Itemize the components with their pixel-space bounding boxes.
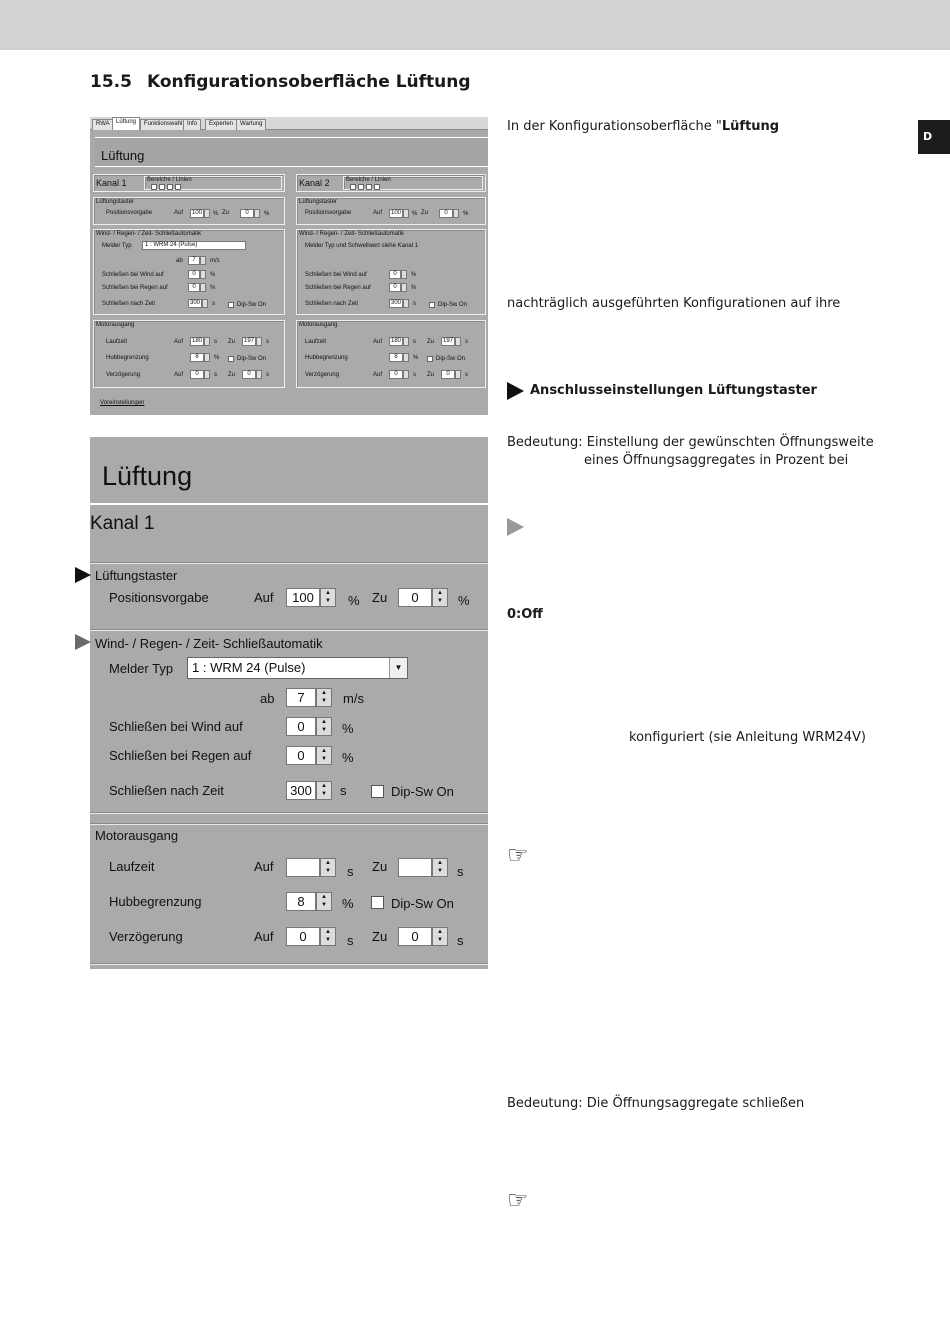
subheading: Anschlusseinstellungen Lüftungstaster: [530, 383, 817, 398]
hub-label: Hubbegrenzung: [106, 355, 149, 361]
pointer-marker-icon: [75, 634, 91, 650]
hub-label: Hubbegrenzung: [305, 355, 348, 361]
lueftungstaster-label: Lüftungstaster: [95, 568, 178, 583]
verz-zu-spinner[interactable]: [256, 370, 262, 379]
regen-input[interactable]: 0: [389, 283, 401, 292]
melder-typ-value: 1 : WRM 24 (Pulse): [192, 660, 306, 675]
zu-label: Zu: [372, 929, 388, 944]
zeit-label: Schließen nach Zeit: [102, 301, 156, 307]
laufzeit-zu-input[interactable]: [398, 858, 432, 877]
ab-input[interactable]: 7: [286, 688, 316, 707]
position-auf-input[interactable]: 100: [286, 588, 320, 607]
seconds-label: s: [214, 372, 217, 378]
bedeutung-text-cont: eines Öffnungsaggregates in Prozent bei: [584, 453, 849, 468]
zu-label: Zu: [421, 210, 429, 216]
laufzeit-zu-spinner[interactable]: [455, 337, 461, 346]
percent-label: %: [210, 285, 216, 291]
ab-spinner[interactable]: [200, 256, 206, 265]
position-auf-spinner[interactable]: [403, 209, 409, 218]
melder-typ-label: Melder Typ: [109, 661, 174, 676]
hub-spinner[interactable]: [403, 353, 409, 362]
percent-label: %: [348, 593, 360, 608]
percent-label: %: [342, 750, 354, 765]
wind-label: Schließen bei Wind auf: [109, 719, 243, 734]
verz-label: Verzögerung: [305, 372, 340, 378]
positionsvorgabe-label: Positionsvorgabe: [305, 210, 352, 216]
dip-sw-label: Dip-Sw On: [391, 896, 454, 911]
verz-zu-input[interactable]: 0: [398, 927, 432, 946]
ab-label: ab: [260, 691, 275, 706]
motor-label: Motorausgang: [299, 322, 338, 328]
position-auf-spinner[interactable]: ▲ ▼: [320, 588, 336, 607]
hub-input[interactable]: 8: [190, 353, 204, 362]
bereich-checkbox[interactable]: [159, 184, 165, 190]
verz-auf-input[interactable]: 0: [286, 927, 320, 946]
motorausgang-group: [296, 320, 486, 388]
auf-label: Auf: [373, 210, 383, 216]
laufzeit-auf-spinner[interactable]: [403, 337, 409, 346]
motorausgang-group: [93, 320, 285, 388]
verz-label: Verzögerung: [106, 372, 141, 378]
divider: [90, 562, 488, 564]
kanal1-header: [93, 174, 285, 192]
bedeutung-text-2: Bedeutung: Die Öffnungsaggregate schließen: [507, 1096, 805, 1111]
divider: [90, 823, 488, 825]
lueftungstaster-label: Lüftungstaster: [299, 199, 338, 205]
percent-label: %: [264, 211, 270, 217]
regen-label: Schließen bei Regen auf: [102, 285, 168, 291]
verz-auf-input[interactable]: 0: [190, 370, 204, 379]
verz-label: Verzögerung: [109, 929, 183, 944]
dip-sw-label: Dip-Sw On: [438, 302, 468, 308]
wind-label: Schließen bei Wind auf: [102, 272, 164, 278]
kanal1-label: Kanal 1: [96, 178, 127, 188]
melder-hint: Melder Typ und Schwellwert siehe Kanal 1: [305, 243, 418, 249]
seconds-label: s: [413, 301, 416, 307]
triangle-bullet-icon: [507, 518, 524, 536]
triangle-bullet-icon: [507, 382, 524, 400]
auf-label: Auf: [174, 339, 184, 345]
ms-label: m/s: [343, 691, 364, 706]
percent-label: %: [213, 211, 219, 217]
divider: [90, 629, 488, 631]
dip-sw-checkbox[interactable]: [427, 356, 433, 362]
wind-input[interactable]: 0: [188, 270, 200, 279]
intro-prefix: In der Konfigurationsoberfläche ": [507, 119, 722, 134]
verz-zu-input[interactable]: 0: [441, 370, 455, 379]
percent-label: %: [458, 593, 470, 608]
verz-zu-input[interactable]: 0: [242, 370, 256, 379]
seconds-label: s: [212, 301, 215, 307]
page-title: Lüftung: [95, 137, 488, 167]
position-auf-spinner[interactable]: [204, 209, 210, 218]
hub-input[interactable]: 8: [286, 892, 316, 911]
laufzeit-auf-input[interactable]: [286, 858, 320, 877]
verz-auf-input[interactable]: 0: [389, 370, 403, 379]
section-title: [90, 72, 471, 92]
kanal-label: Kanal 1: [90, 513, 155, 534]
bereich-checkbox[interactable]: [374, 184, 380, 190]
percent-label: %: [342, 896, 354, 911]
wind-group-label: Wind- / Regen- / Zeit- Schließautomatik: [299, 231, 405, 237]
tab-info[interactable]: Info: [183, 119, 201, 130]
dip-sw-label: Dip-Sw On: [237, 302, 267, 308]
regen-label: Schließen bei Regen auf: [305, 285, 371, 291]
auf-label: Auf: [373, 339, 383, 345]
bereich-checkbox[interactable]: [358, 184, 364, 190]
bereiche-label: Bereiche / Linien: [346, 177, 391, 183]
voreinstellungen-link[interactable]: Voreinstellungen: [100, 400, 145, 406]
regen-spinner[interactable]: [200, 283, 206, 292]
position-zu-spinner[interactable]: ▲ ▼: [432, 588, 448, 607]
zu-label: Zu: [372, 590, 388, 605]
laufzeit-label: Laufzeit: [106, 339, 128, 345]
bereiche-box: [144, 176, 282, 190]
seconds-label: s: [214, 339, 217, 345]
laufzeit-zu-spinner[interactable]: ▲ ▼: [432, 858, 448, 877]
wind-group-label: Wind- / Regen- / Zeit- Schließautomatik: [95, 636, 323, 651]
hub-input[interactable]: 8: [389, 353, 403, 362]
zeit-label: Schließen nach Zeit: [305, 301, 359, 307]
zeit-input[interactable]: 300: [189, 300, 200, 306]
section-number: 15.5: [90, 72, 132, 92]
motor-label: Motorausgang: [96, 322, 135, 328]
hub-spinner[interactable]: ▲ ▼: [316, 892, 332, 911]
seconds-label: s: [465, 372, 468, 378]
bedeutung-text: Bedeutung: Einstellung der gewünschten Öffnungsweite: [507, 435, 874, 450]
tab-lueftung[interactable]: Lüftung: [112, 117, 140, 130]
laufzeit-auf-spinner[interactable]: ▲ ▼: [320, 858, 336, 877]
wind-label: Schließen bei Wind auf: [305, 272, 367, 278]
regen-label: Schließen bei Regen auf: [109, 748, 252, 763]
dip-sw-checkbox[interactable]: [228, 356, 234, 362]
tab-experten[interactable]: Experten: [205, 119, 237, 130]
wind-spinner[interactable]: [200, 270, 206, 279]
wind-spinner[interactable]: ▲ ▼: [316, 717, 332, 736]
auf-label: Auf: [174, 210, 184, 216]
percent-label: %: [411, 285, 417, 291]
regen-input[interactable]: 0: [188, 283, 200, 292]
kanal2-header: [296, 174, 486, 192]
laufzeit-zu-input[interactable]: 197: [243, 338, 254, 344]
pointing-hand-icon: ☞: [507, 1186, 529, 1214]
percent-label: %: [413, 355, 419, 361]
language-tab: D: [918, 120, 950, 154]
tab-wartung[interactable]: Wartung: [236, 119, 266, 130]
dip-sw-label: Dip-Sw On: [391, 784, 454, 799]
seconds-label: s: [347, 933, 354, 948]
konfiguriert-text: konfiguriert (sie Anleitung WRM24V): [629, 730, 866, 745]
divider: [90, 963, 488, 965]
bereich-checkbox[interactable]: [167, 184, 173, 190]
zu-label: Zu: [228, 339, 236, 345]
ab-input[interactable]: 7: [188, 256, 200, 265]
motor-label: Motorausgang: [95, 828, 179, 843]
bereich-checkbox[interactable]: [350, 184, 356, 190]
zeit-spinner[interactable]: [403, 299, 409, 308]
position-auf-input[interactable]: 100: [390, 210, 401, 216]
seconds-label: s: [457, 933, 464, 948]
auf-label: Auf: [174, 372, 184, 378]
zeit-input[interactable]: 300: [390, 300, 401, 306]
pointing-hand-icon: ☞: [507, 841, 529, 869]
percent-label: %: [463, 211, 469, 217]
regen-spinner[interactable]: [401, 283, 407, 292]
position-zu-spinner[interactable]: [254, 209, 260, 218]
percent-label: %: [342, 721, 354, 736]
zeit-input[interactable]: 300: [286, 781, 316, 800]
laufzeit-zu-input[interactable]: 197: [442, 338, 453, 344]
kanal2-label: Kanal 2: [299, 178, 330, 188]
hub-label: Hubbegrenzung: [109, 894, 202, 909]
dip-sw-checkbox[interactable]: [371, 896, 384, 909]
ab-label: ab: [176, 258, 183, 264]
seconds-label: s: [340, 783, 347, 798]
laufzeit-auf-spinner[interactable]: [204, 337, 210, 346]
laufzeit-zu-spinner[interactable]: [256, 337, 262, 346]
bereiche-box: [343, 176, 483, 190]
chevron-down-icon[interactable]: ▼: [389, 658, 407, 678]
large-config-screenshot: [90, 437, 488, 969]
seconds-label: s: [413, 372, 416, 378]
dip-sw-checkbox[interactable]: [228, 302, 234, 308]
tab-funktionswahl[interactable]: Funktionswahl: [140, 119, 186, 130]
laufzeit-label: Laufzeit: [305, 339, 327, 345]
auf-label: Auf: [254, 590, 274, 605]
pointer-marker-icon: [75, 567, 91, 583]
laufzeit-auf-input[interactable]: 180: [390, 338, 401, 344]
regen-input[interactable]: 0: [286, 746, 316, 765]
positionsvorgabe-label: Positionsvorgabe: [106, 210, 153, 216]
section-heading: Konfigurationsoberfläche Lüftung: [147, 72, 471, 92]
lueftungstaster-label: Lüftungstaster: [96, 199, 135, 205]
off-label: 0:Off: [507, 607, 543, 622]
melder-typ-label: Melder Typ: [102, 243, 132, 249]
intro-bold: Lüftung: [721, 119, 780, 134]
positionsvorgabe-label: Positionsvorgabe: [109, 590, 209, 605]
seconds-label: s: [266, 339, 269, 345]
lueftungstaster-group: [296, 197, 486, 225]
dip-sw-checkbox[interactable]: [429, 302, 435, 308]
intro-text: [507, 119, 779, 134]
zu-label: Zu: [222, 210, 230, 216]
bereiche-label: Bereiche / Linien: [147, 177, 192, 183]
wind-regen-zeit-group: [296, 229, 486, 315]
tab-bar: [90, 117, 488, 130]
divider: [90, 812, 488, 814]
seconds-label: s: [465, 339, 468, 345]
melder-typ-select[interactable]: 1 : WRM 24 (Pulse): [142, 241, 246, 250]
lueftungstaster-group: [93, 197, 285, 225]
ab-spinner[interactable]: ▲ ▼: [316, 688, 332, 707]
auf-label: Auf: [373, 372, 383, 378]
auf-label: Auf: [254, 859, 274, 874]
bereich-checkbox[interactable]: [175, 184, 181, 190]
dip-sw-label: Dip-Sw On: [237, 356, 267, 362]
wind-group-label: Wind- / Regen- / Zeit- Schließautomatik: [96, 231, 202, 237]
zeit-spinner[interactable]: ▲ ▼: [316, 781, 332, 800]
zu-label: Zu: [372, 859, 388, 874]
laufzeit-auf-input[interactable]: 180: [191, 338, 202, 344]
position-zu-spinner[interactable]: [453, 209, 459, 218]
dip-sw-checkbox[interactable]: [371, 785, 384, 798]
verz-auf-spinner[interactable]: [204, 370, 210, 379]
verz-auf-spinner[interactable]: [403, 370, 409, 379]
seconds-label: s: [413, 339, 416, 345]
wind-regen-zeit-group: [93, 229, 285, 315]
header-bar: [0, 0, 950, 50]
wind-input[interactable]: 0: [389, 270, 401, 279]
tab-rwa[interactable]: RWA: [92, 119, 114, 130]
position-auf-input[interactable]: 100: [191, 210, 202, 216]
percent-label: %: [214, 355, 220, 361]
percent-label: %: [411, 272, 417, 278]
ms-label: m/s: [210, 258, 220, 264]
position-zu-input[interactable]: 0: [240, 209, 254, 218]
zu-label: Zu: [427, 372, 435, 378]
regen-spinner[interactable]: ▲ ▼: [316, 746, 332, 765]
laufzeit-label: Laufzeit: [109, 859, 155, 874]
verz-zu-spinner[interactable]: [455, 370, 461, 379]
wind-spinner[interactable]: [401, 270, 407, 279]
zu-label: Zu: [427, 339, 435, 345]
zeit-label: Schließen nach Zeit: [109, 783, 224, 798]
body-text: nachträglich ausgeführten Konfigurationen auf ihre: [507, 296, 841, 311]
page-title: Lüftung: [90, 437, 488, 505]
seconds-label: s: [266, 372, 269, 378]
bereich-checkbox[interactable]: [151, 184, 157, 190]
hub-spinner[interactable]: [204, 353, 210, 362]
seconds-label: s: [457, 864, 464, 879]
dip-sw-label: Dip-Sw On: [436, 356, 466, 362]
zu-label: Zu: [228, 372, 236, 378]
position-zu-input[interactable]: 0: [398, 588, 432, 607]
percent-label: %: [210, 272, 216, 278]
auf-label: Auf: [254, 929, 274, 944]
seconds-label: s: [347, 864, 354, 879]
zeit-spinner[interactable]: [202, 299, 208, 308]
bereich-checkbox[interactable]: [366, 184, 372, 190]
position-zu-input[interactable]: 0: [439, 209, 453, 218]
wind-input[interactable]: 0: [286, 717, 316, 736]
melder-typ-select[interactable]: [187, 657, 408, 679]
verz-zu-spinner[interactable]: ▲ ▼: [432, 927, 448, 946]
small-config-screenshot: [90, 117, 488, 415]
verz-auf-spinner[interactable]: ▲ ▼: [320, 927, 336, 946]
percent-label: %: [412, 211, 418, 217]
